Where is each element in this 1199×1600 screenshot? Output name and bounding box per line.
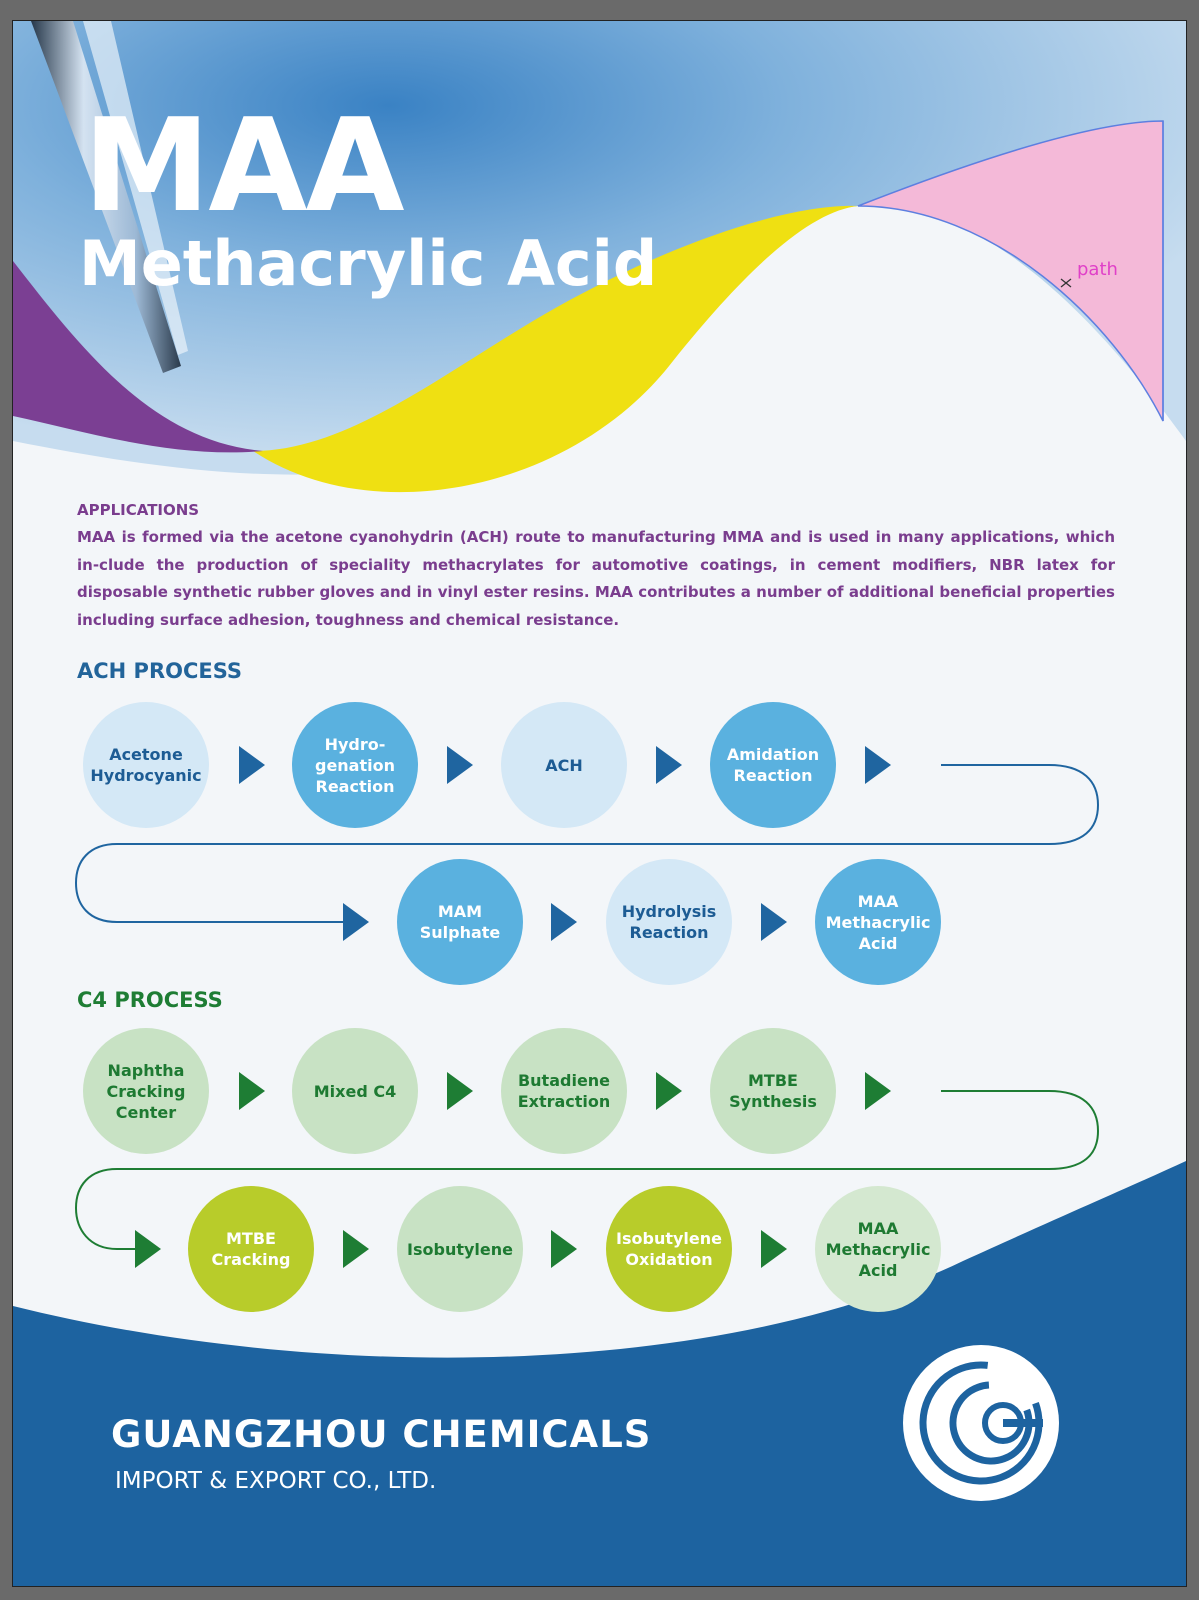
c4-node-mixed-c4: Mixed C4 bbox=[292, 1028, 418, 1154]
c4-node-mtbe-synthesis: MTBE Synthesis bbox=[710, 1028, 836, 1154]
ach-node-mam-sulphate: MAM Sulphate bbox=[397, 859, 523, 985]
ach-node-acetone-hydrocyanic: Acetone Hydrocyanic bbox=[83, 702, 209, 828]
poster bbox=[12, 20, 1187, 1587]
c4-node-maa-methacrylic-acid: MAA Methacrylic Acid bbox=[815, 1186, 941, 1312]
page-subtitle: Methacrylic Acid bbox=[79, 227, 658, 300]
c4-node-mtbe-cracking: MTBE Cracking bbox=[188, 1186, 314, 1312]
ach-node-hydrolysis-reaction: Hydrolysis Reaction bbox=[606, 859, 732, 985]
company-subtitle: IMPORT & EXPORT CO., LTD. bbox=[115, 1468, 437, 1494]
ach-node-hydrogenation-reaction: Hydro- genation Reaction bbox=[292, 702, 418, 828]
applications-body: MAA is formed via the acetone cyanohydrin (ACH) route to manufacturing MMA and is used in many applications, which in-clude the production of speciality methacrylates for automotive coatings, in cement modifiers, NBR latex for disposable synthetic rubber gloves and in vinyl ester resins. MAA contributes a number of additional beneficial properties including surface adhesion, toughness and chemical resistance. bbox=[77, 528, 1115, 629]
company-logo bbox=[903, 1345, 1059, 1501]
ach-node-amidation-reaction: Amidation Reaction bbox=[710, 702, 836, 828]
applications-heading: APPLICATIONS bbox=[77, 501, 200, 519]
c4-process-heading: C4 PROCESS bbox=[77, 988, 223, 1012]
path-annotation-label: path bbox=[1077, 259, 1118, 280]
c4-node-butadiene-extraction: Butadiene Extraction bbox=[501, 1028, 627, 1154]
company-name: GUANGZHOU CHEMICALS bbox=[111, 1413, 652, 1456]
page-title: MAA bbox=[83, 92, 403, 241]
c4-node-naphtha-cracking-center: Naphtha Cracking Center bbox=[83, 1028, 209, 1154]
ach-process-heading: ACH PROCESS bbox=[77, 659, 243, 683]
ach-node-ach: ACH bbox=[501, 702, 627, 828]
c4-node-isobutylene: Isobutylene bbox=[397, 1186, 523, 1312]
ach-node-maa-methacrylic-acid: MAA Methacrylic Acid bbox=[815, 859, 941, 985]
c4-node-isobutylene-oxidation: Isobutylene Oxidation bbox=[606, 1186, 732, 1312]
